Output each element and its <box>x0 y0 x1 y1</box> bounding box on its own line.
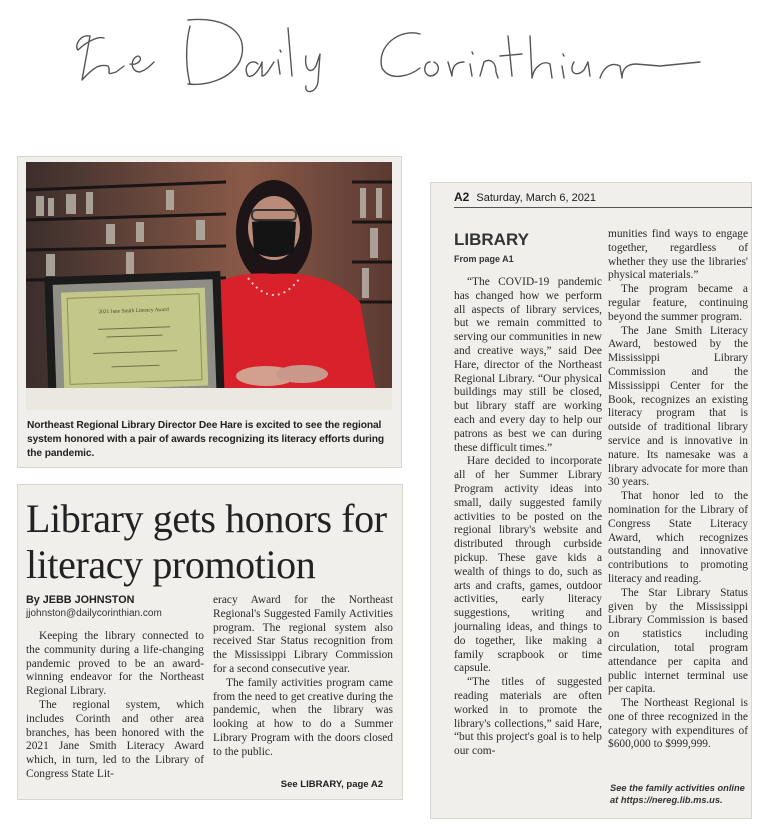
plaque-text: 2021 Jane Smith Literacy Award <box>98 306 169 316</box>
continuation-column-1 <box>454 276 602 759</box>
library-director-photo <box>26 162 392 410</box>
story-column-1 <box>26 630 204 782</box>
jump-line: See LIBRARY, page A2 <box>280 779 383 790</box>
section-heading: LIBRARY <box>454 230 529 249</box>
continuation-column-2 <box>608 228 748 752</box>
website-note: See the family activities online at https://nereg.lib.ms.us. <box>610 783 745 805</box>
page-folio <box>454 190 752 208</box>
story-paragraph: Keeping the library connected to the community during a life-changing pandemic proved to be an award-winning endeavor for the Northeast Regional Library. <box>26 630 204 698</box>
story-paragraph: “The COVID-19 pandemic has changed how we perform all aspects of library services, but we remain committed to serving our communities in new and creative ways,” said Dee Hare, director of the Northeast Regional Library. “Our physical buildings may still be closed, but library staff are working each and every day to help our patrons as best we can during these difficult times.” <box>454 276 602 454</box>
story-paragraph: The family activities program came from the need to get creative during the pandemic, when the library was looking at how to do a Summer Library Program with the doors closed to the public. <box>213 676 393 758</box>
page-date: Saturday, March 6, 2021 <box>476 192 597 204</box>
page-number: A2 <box>454 190 470 204</box>
story-paragraph: “The titles of suggested reading materials are often worked in to promote the library's collections,” said Hare, “but this project's goal is to help our com- <box>454 676 602 758</box>
byline <box>26 594 206 620</box>
photo-illustration <box>26 162 392 410</box>
story-headline: Library gets honors for literacy promotion <box>26 496 387 587</box>
byline-author: By JEBB JOHNSTON <box>26 594 135 606</box>
story-paragraph: The Northeast Regional is one of three recognized in the category with expenditures of $600,000 to $999,999. <box>608 697 748 751</box>
from-page-label: From page A1 <box>454 254 514 264</box>
byline-email: jjohnston@dailycorinthian.com <box>26 608 162 619</box>
story-paragraph: Hare decided to incorporate all of her Summer Library Program activity ideas into small, daily suggested family activities to be posted on the regional library's website and distributed through curbside pickup. These gave kids a wealth of things to do, such as arts and crafts, games, outdoor activities, early literacy suggestions, writing and journaling ideas, and things to do together, like making a family scrapbook or time capsule. <box>454 455 602 675</box>
continuation-clipping <box>430 182 752 819</box>
story-paragraph: The regional system, which includes Corinth and other area branches, has been honored with the 2021 Jane Smith Literacy Award which, in turn, led to the Library of Congress State Lit- <box>26 698 204 780</box>
story-clipping <box>17 484 403 800</box>
photo-caption: Northeast Regional Library Director Dee Hare is excited to see the regional system honored with a pair of awards recognizing its literacy efforts during the pandemic. <box>27 420 384 459</box>
story-paragraph: The Jane Smith Literacy Award, bestowed by the Mississippi Library Commission and the Mississippi Center for the Book, recognizes an existing literacy program that is outside of traditional library service and is innovative in nature. Its namesake was a library advocate for more than 30 years. <box>608 324 748 489</box>
handwritten-title <box>60 6 710 98</box>
story-paragraph: That honor led to the nomination for the Library of Congress State Literacy Award, which recognizes outstanding and innovative contributions to promoting literacy and reading. <box>608 490 748 585</box>
story-paragraph: munities find ways to engage together, regardless of whether they use the libraries' physical materials.” <box>608 228 748 282</box>
story-paragraph: The Star Library Status given by the Mississippi Library Commission is based on statistics including circulation, total program attendance per capita and public internet terminal use per capita. <box>608 586 748 696</box>
photo-clipping <box>17 156 402 468</box>
story-paragraph: The program became a regular feature, continuing beyond the summer program. <box>608 283 748 323</box>
story-paragraph: eracy Award for the Northeast Regional's Suggested Family Activities program. The regional system also received Star Status recognition from the Mississippi Library Commission for a second consecutive year. <box>213 594 393 675</box>
story-column-2 <box>213 594 393 760</box>
